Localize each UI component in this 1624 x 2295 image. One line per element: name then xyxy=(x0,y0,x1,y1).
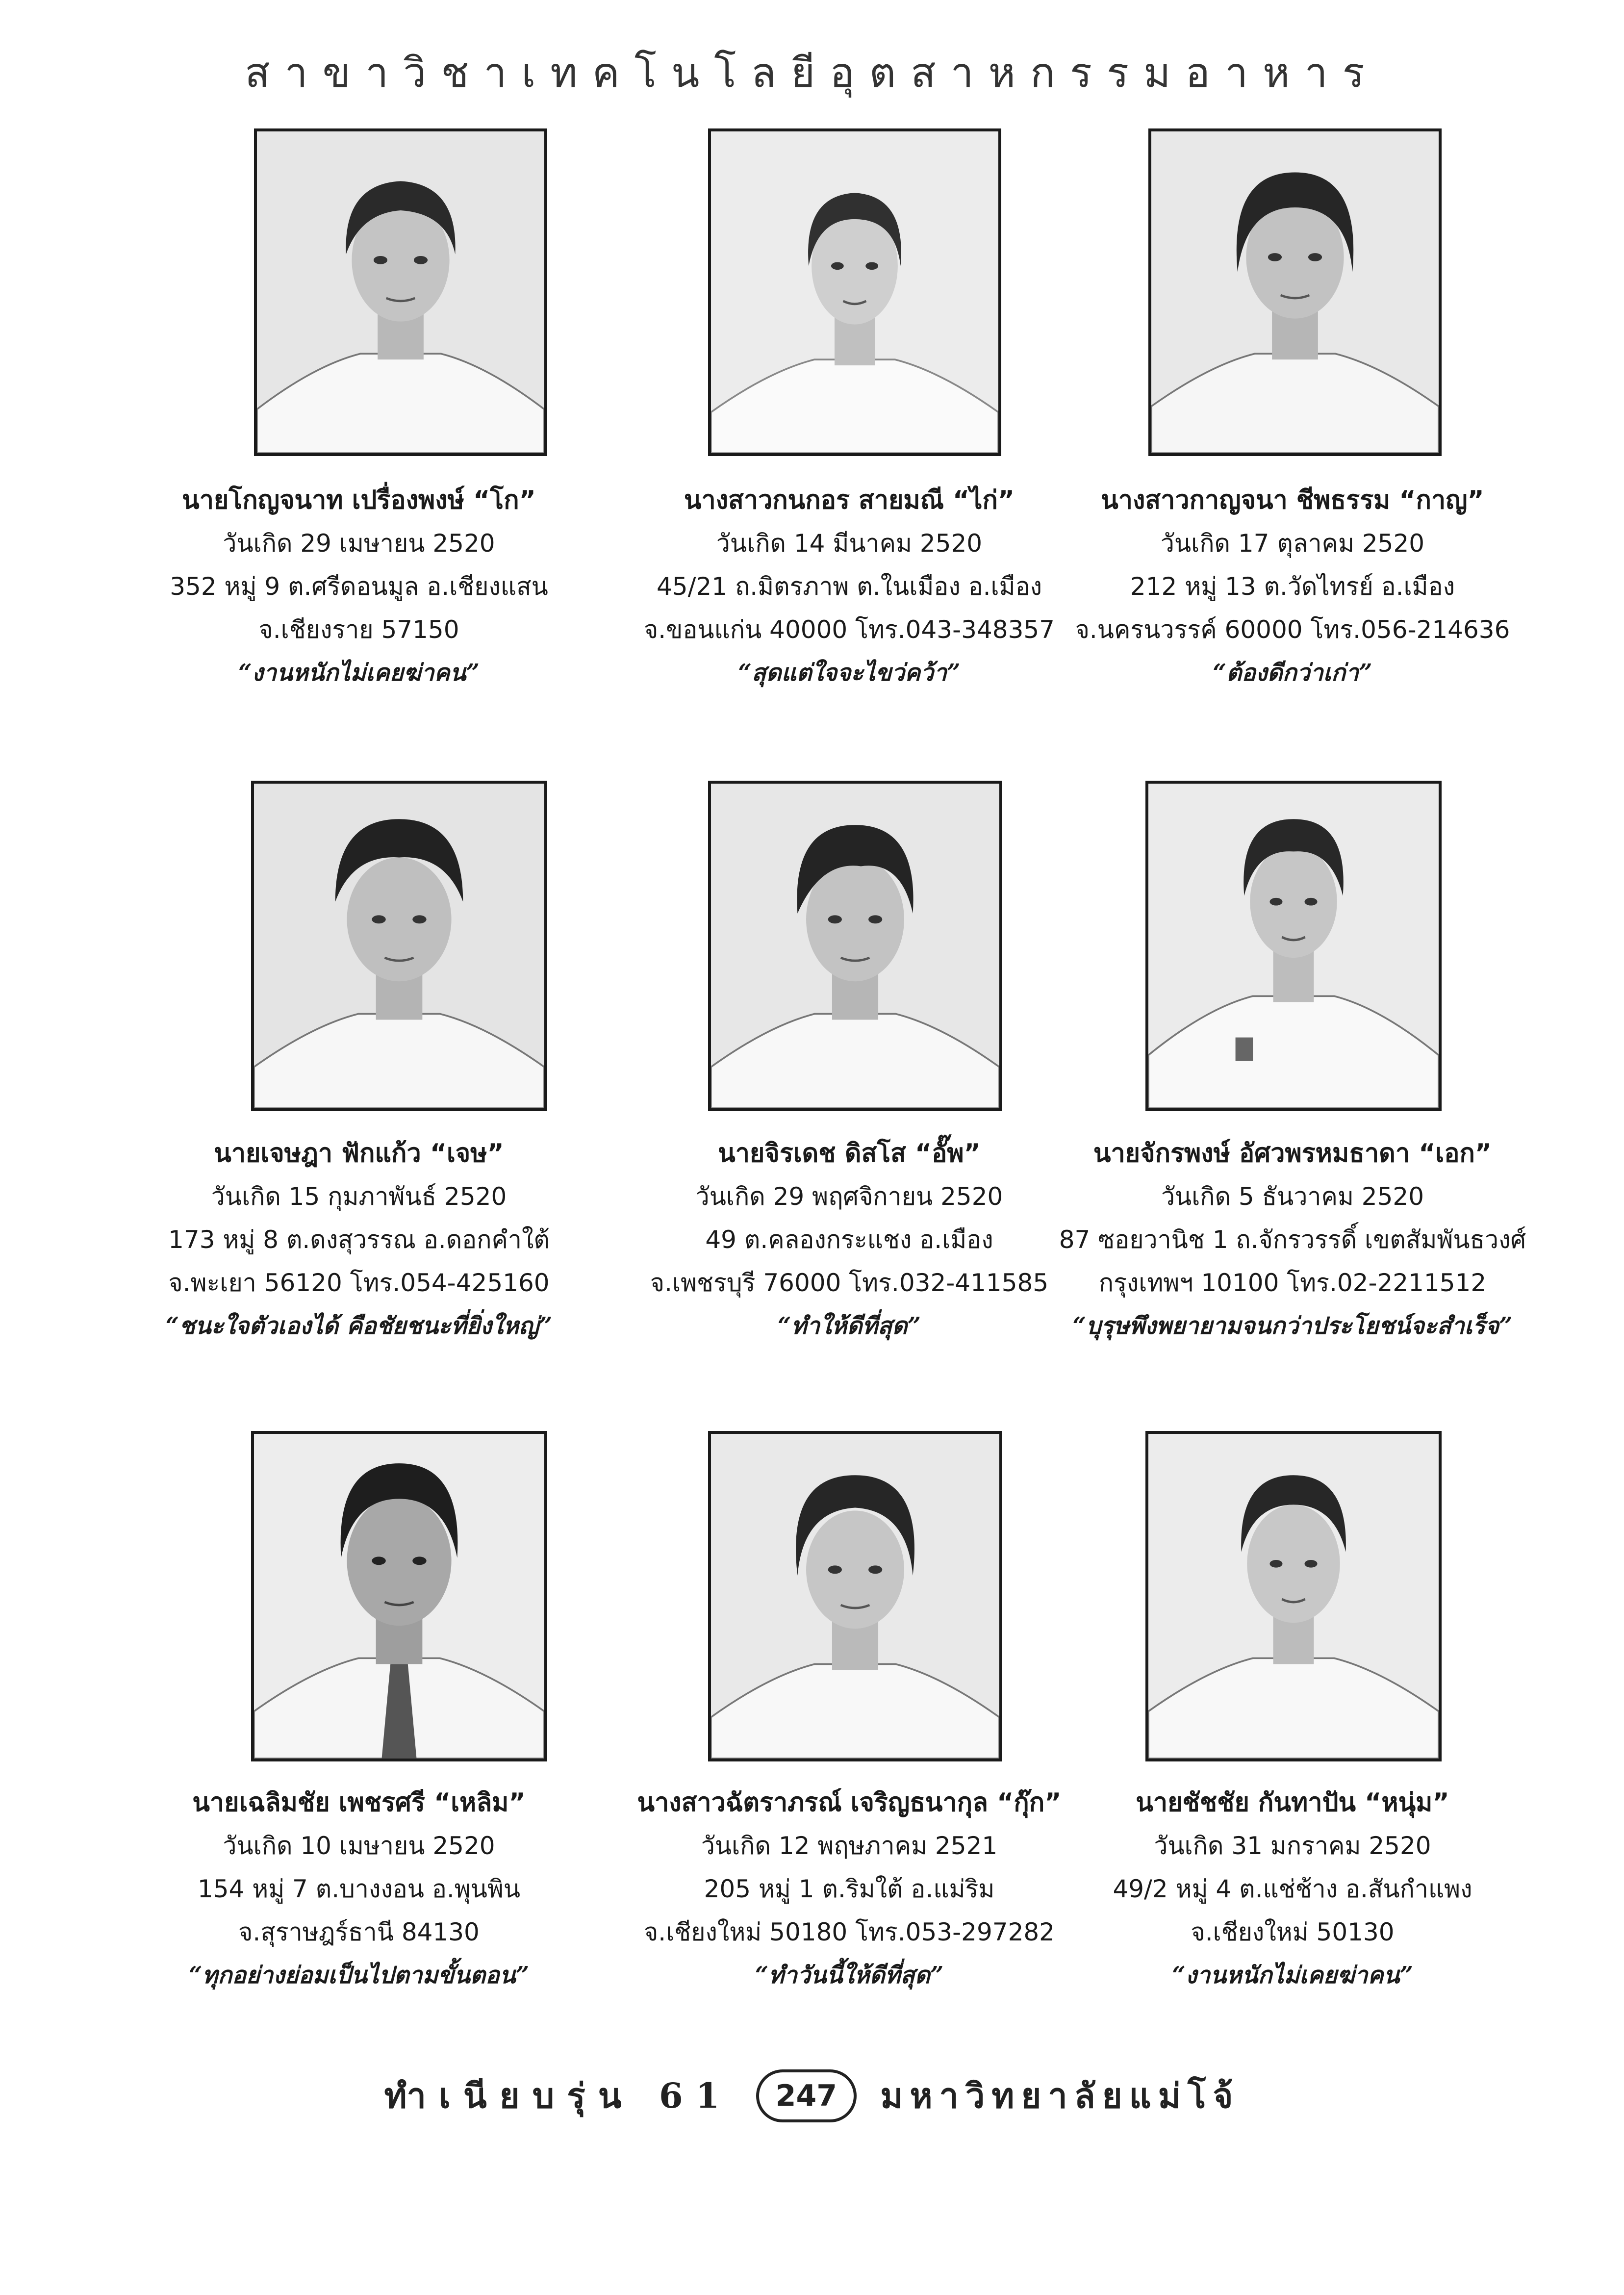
person-address-province: จ.เพชรบุรี 76000 โทร.032-411585 xyxy=(650,1269,1049,1297)
person-motto: “งานหนักไม่เคยฆ่าคน” xyxy=(238,659,480,687)
person-motto: “สุดแต่ใจจะไขว่คว้า” xyxy=(738,659,961,687)
person-address: 45/21 ถ.มิตรภาพ ต.ในเมือง อ.เมือง xyxy=(656,572,1042,601)
person-motto: “ทำวันนี้ให้ดีที่สุด” xyxy=(755,1962,944,1989)
portrait-photo xyxy=(708,128,1001,456)
portrait-photo xyxy=(1145,781,1442,1111)
person-name: นางสาวกาญจนา ชีพธรรม “กาญ” xyxy=(1101,485,1484,515)
person-birthdate: วันเกิด 10 เมษายน 2520 xyxy=(223,1832,495,1860)
person-birthdate: วันเกิด 5 ธันวาคม 2520 xyxy=(1161,1182,1424,1211)
person-motto: “ทำให้ดีที่สุด” xyxy=(777,1312,921,1340)
portrait-photo xyxy=(1145,1431,1442,1761)
person-motto: “ชนะใจตัวเองได้ คือชัยชนะที่ยิ่งใหญ่” xyxy=(165,1312,553,1340)
person-address: 87 ซอยวานิช 1 ถ.จักรวรรดิ์ เขตสัมพันธวงศ์ xyxy=(1059,1225,1526,1254)
person-address-province: จ.เชียงใหม่ 50130 xyxy=(1191,1918,1395,1946)
person-info xyxy=(604,1781,1094,1997)
person-info xyxy=(114,479,604,694)
portrait-photo xyxy=(708,781,1002,1111)
footer-yearbook-label: ทำเนียบรุ่น 61 xyxy=(384,2075,733,2116)
person-name: นายจิรเดช ดิสโส “อั๊พ” xyxy=(718,1139,981,1168)
person-address-province: จ.เชียงใหม่ 50180 โทร.053-297282 xyxy=(643,1918,1055,1946)
person-birthdate: วันเกิด 15 กุมภาพันธ์ 2520 xyxy=(211,1182,507,1211)
person-motto: “ต้องดีกว่าเก่า” xyxy=(1213,659,1372,687)
person-address: 154 หมู่ 7 ต.บางงอน อ.พุนพิน xyxy=(197,1875,521,1903)
person-address-province: จ.นครนวรรค์ 60000 โทร.056-214636 xyxy=(1075,615,1510,644)
person-info xyxy=(1047,1132,1538,1348)
page-title: สาขาวิชาเทคโนโลยีอุตสาหกรรมอาหาร xyxy=(245,49,1379,97)
person-birthdate: วันเกิด 17 ตุลาคม 2520 xyxy=(1160,529,1425,558)
person-birthdate: วันเกิด 31 มกราคม 2520 xyxy=(1154,1832,1431,1860)
person-info xyxy=(604,1132,1094,1348)
person-name: นางสาวกนกอร สายมณี “ไก่” xyxy=(684,485,1015,515)
person-info xyxy=(604,479,1094,694)
person-address-province: จ.เชียงราย 57150 xyxy=(258,615,459,644)
person-address-province: กรุงเทพฯ 10100 โทร.02-2211512 xyxy=(1098,1269,1487,1297)
person-name: นายชัชชัย กันทาปัน “หนุ่ม” xyxy=(1136,1788,1449,1817)
person-motto: “บุรุษพึงพยายามจนกว่าประโยชน์จะสำเร็จ” xyxy=(1072,1312,1513,1340)
person-birthdate: วันเกิด 12 พฤษภาคม 2521 xyxy=(701,1832,998,1860)
person-address-province: จ.สุราษฎร์ธานี 84130 xyxy=(238,1918,480,1946)
person-info xyxy=(1047,1781,1538,1997)
person-motto: “งานหนักไม่เคยฆ่าคน” xyxy=(1172,1962,1413,1989)
portrait-photo xyxy=(708,1431,1002,1761)
person-address: 49/2 หมู่ 4 ต.แช่ช้าง อ.สันกำแพง xyxy=(1113,1875,1472,1903)
person-birthdate: วันเกิด 29 พฤศจิกายน 2520 xyxy=(695,1182,1003,1211)
portrait-photo xyxy=(251,781,547,1111)
person-name: นายเฉลิมชัย เพชรศรี “เหลิม” xyxy=(192,1788,526,1817)
person-info xyxy=(1047,479,1538,694)
portrait-photo xyxy=(254,128,547,456)
person-address: 212 หมู่ 13 ต.วัดไทรย์ อ.เมือง xyxy=(1130,572,1455,601)
footer-university-label: มหาวิทยาลัยแม่โจ้ xyxy=(880,2075,1240,2116)
person-motto: “ทุกอย่างย่อมเป็นไปตามขั้นตอน” xyxy=(188,1962,530,1989)
person-birthdate: วันเกิด 14 มีนาคม 2520 xyxy=(716,529,983,558)
person-name: นางสาวฉัตราภรณ์ เจริญธนากุล “กุ๊ก” xyxy=(637,1788,1062,1817)
person-name: นายโกญจนาท เปรื่องพงษ์ “โก” xyxy=(182,485,536,515)
page-footer xyxy=(0,2068,1624,2127)
person-info xyxy=(114,1781,604,1997)
person-address: 173 หมู่ 8 ต.ดงสุวรรณ อ.ดอกคำใต้ xyxy=(168,1225,550,1254)
person-address: 205 หมู่ 1 ต.ริมใต้ อ.แม่ริม xyxy=(704,1875,995,1903)
person-address-province: จ.พะเยา 56120 โทร.054-425160 xyxy=(168,1269,550,1297)
person-birthdate: วันเกิด 29 เมษายน 2520 xyxy=(223,529,495,558)
portrait-photo xyxy=(251,1431,547,1761)
person-address: 352 หมู่ 9 ต.ศรีดอนมูล อ.เชียงแสน xyxy=(170,572,548,601)
person-info xyxy=(114,1132,604,1348)
person-name: นายเจษฎา ฟักแก้ว “เจษ” xyxy=(214,1139,504,1168)
person-address-province: จ.ขอนแก่น 40000 โทร.043-348357 xyxy=(643,615,1055,644)
portrait-photo xyxy=(1148,128,1442,456)
person-address: 49 ต.คลองกระแชง อ.เมือง xyxy=(705,1225,993,1254)
person-name: นายจักรพงษ์ อัศวพรหมธาดา “เอก” xyxy=(1093,1139,1492,1168)
page-number-badge: 247 xyxy=(756,2069,857,2122)
